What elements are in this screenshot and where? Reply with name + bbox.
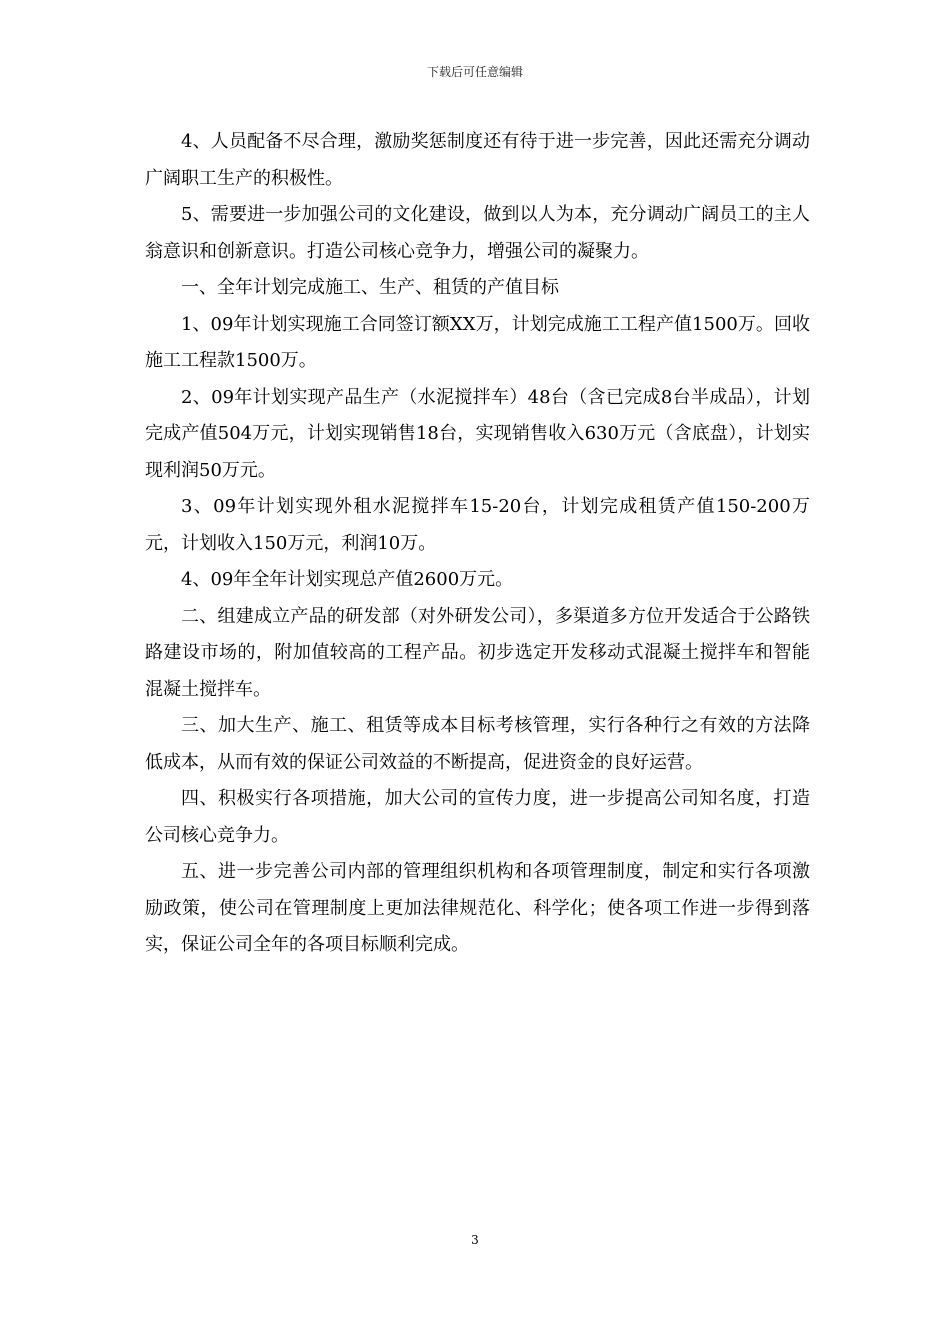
paragraph-production-target: 2、09年计划实现产品生产（水泥搅拌车）48台（含已完成8台半成品），计划完成产值504万元，计划实现销售18台，实现销售收入630万元（含底盘），计划实现利润50万元。 <box>145 386 810 481</box>
section-heading-output-targets: 一、全年计划完成施工、生产、租赁的产值目标 <box>181 277 559 298</box>
section-rnd-department: 二、组建成立产品的研发部（对外研发公司），多渠道多方位开发适合于公路铁路建设市场的，附加值较高的工程产品。初步选定开发移动式混凝土搅拌车和智能混凝土搅拌车。 <box>145 605 810 700</box>
paragraph-construction-target: 1、09年计划实现施工合同签订额XX万，计划完成施工工程产值1500万。回收施工工程款1500万。 <box>145 313 810 371</box>
paragraph-culture: 5、需要进一步加强公司的文化建设，做到以人为本，充分调动广阔员工的主人翁意识和创新意识。打造公司核心竞争力，增强公司的凝聚力。 <box>145 204 810 262</box>
section-publicity: 四、积极实行各项措施，加大公司的宣传力度，进一步提高公司知名度，打造公司核心竞争力。 <box>145 788 810 846</box>
page-number: 3 <box>471 1233 479 1247</box>
page-header: 下载后可任意编辑 <box>426 65 523 79</box>
paragraph-leasing-target: 3、09年计划实现外租水泥搅拌车15-20台，计划完成租赁产值150-200万元，计划收入150万元，利润10万。 <box>145 496 810 554</box>
paragraph-staffing: 4、人员配备不尽合理，激励奖惩制度还有待于进一步完善，因此还需充分调动广阔职工生产的积极性。 <box>145 131 810 189</box>
section-cost-management: 三、加大生产、施工、租赁等成本目标考核管理，实行各种行之有效的方法降低成本，从而有效的保证公司效益的不断提高，促进资金的良好运营。 <box>145 715 810 773</box>
section-management-system: 五、进一步完善公司内部的管理组织机构和各项管理制度，制定和实行各项激励政策，使公司在管理制度上更加法律规范化、科学化；使各项工作进一步得到落实，保证公司全年的各项目标顺利完成。 <box>145 861 810 955</box>
document-body <box>145 124 810 964</box>
paragraph-total-output: 4、09年全年计划实现总产值2600万元。 <box>181 569 514 590</box>
